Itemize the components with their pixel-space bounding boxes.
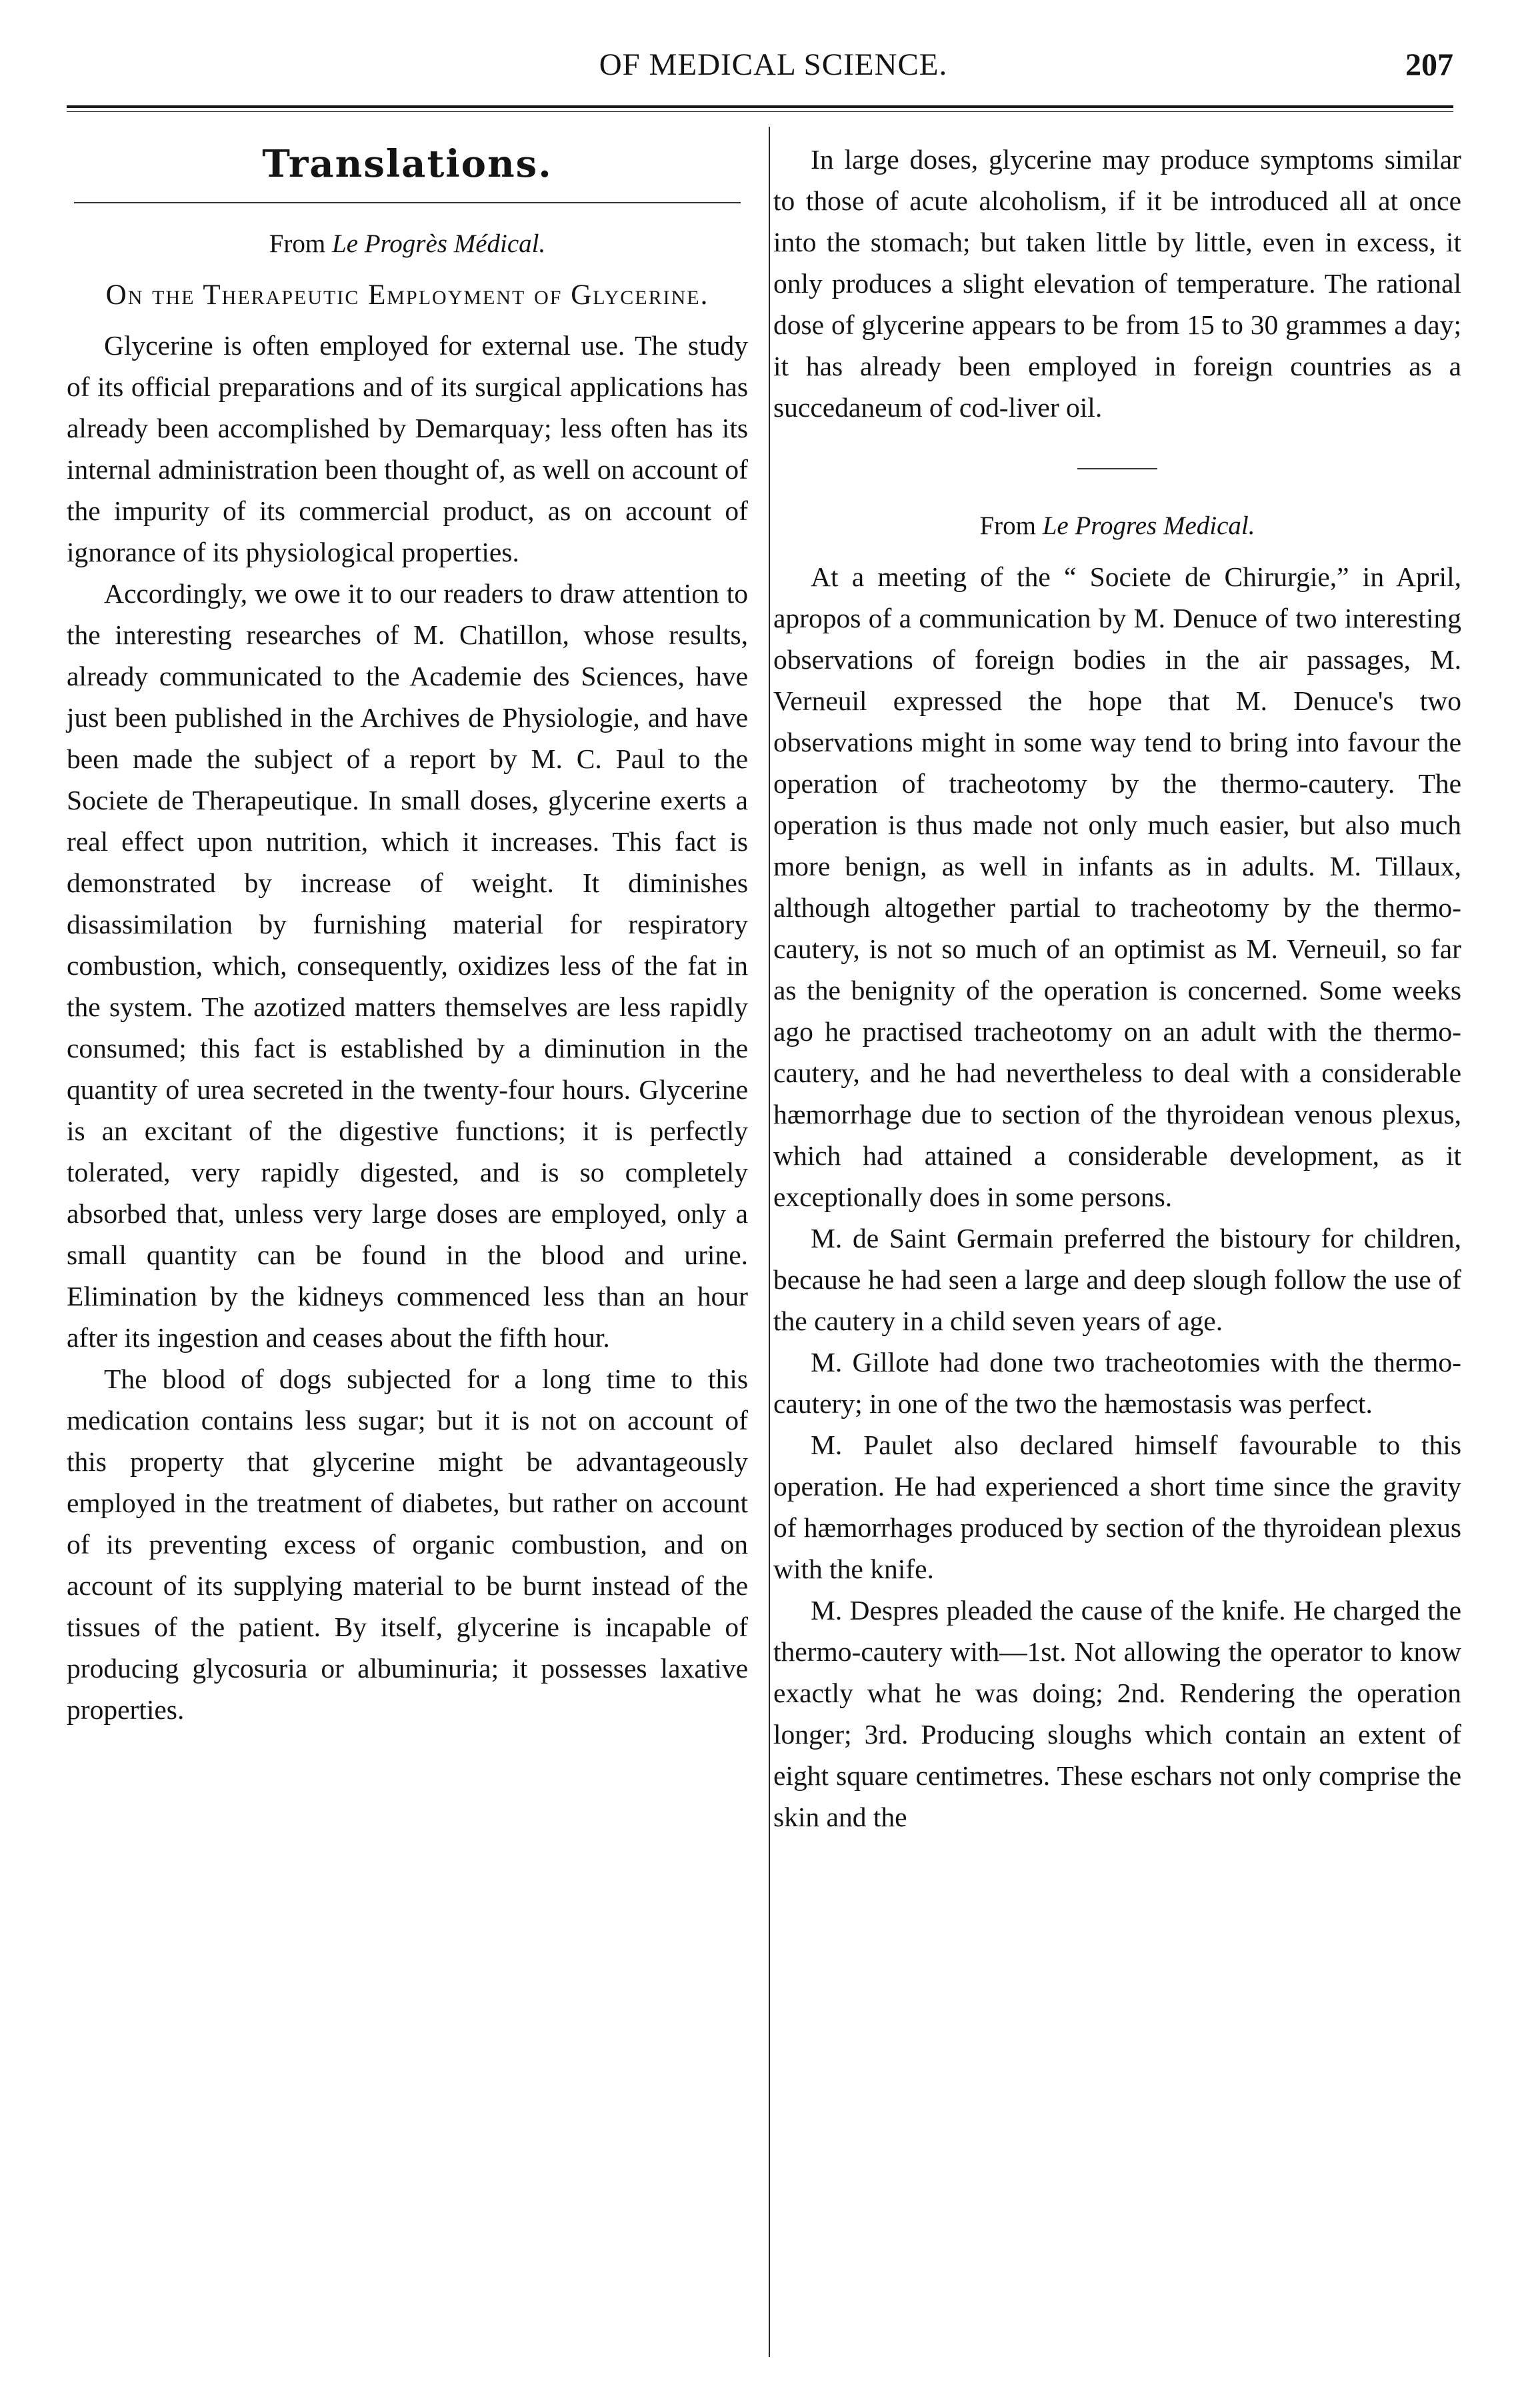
page-number: 207 [1405, 47, 1453, 83]
header-double-rule [67, 105, 1453, 112]
source-prefix: From [979, 511, 1043, 540]
column-divider [769, 127, 770, 2357]
paragraph: M. Gillote had done two tracheotomies with the thermo-cautery; in one of the two the hæmostasis was perfect. [773, 1347, 1461, 1419]
article-source [67, 223, 748, 265]
left-column [67, 137, 748, 1730]
paragraph: Glycerine is often employed for external use. The study of its official preparations and of its surgical applications has already been accomplished by Demarquay; less often has its internal administration been thought of, as well on account of the impurity of its commercial product, as on account of ignorance of its physiological properties. [67, 330, 748, 567]
paragraph: M. Despres pleaded the cause of the knife. He charged the thermo-cautery with—1st. Not allowing the operator to know exactly what he was doing; 2nd. Rendering the operation longer; 3rd. Producing sloughs which contain an extent of eight square centimetres. These eschars not only comprise the skin and the [773, 1595, 1461, 1832]
paragraph: M. Paulet also declared himself favourable to this operation. He had experienced a short time since the gravity of hæmorrhages produced by section of the thyroidean plexus with the knife. [773, 1430, 1461, 1584]
running-head [67, 47, 1480, 93]
source-journal: Le Progres Medical. [1042, 511, 1255, 540]
section-title-rule [74, 202, 741, 203]
article-title: On the Therapeutic Employment of Glycerine. [105, 279, 709, 311]
right-column [773, 139, 1461, 1838]
running-title: OF MEDICAL SCIENCE. [599, 47, 948, 82]
source-prefix: From [269, 229, 332, 258]
paragraph: Accordingly, we owe it to our readers to draw attention to the interesting researches of M. Chatillon, whose results, already communicated to the Academie des Sciences, have just been published in the Archives de Physiologie, and have been made the subject of a report by M. C. Paul to the Societe de Therapeutique. In small doses, glycerine exerts a real effect upon nutrition, which it increases. This fact is demonstrated by increase of weight. It diminishes disassimilation by furnishing material for respiratory combustion, which, consequently, oxidizes less of the fat in the system. The azotized matters themselves are less rapidly consumed; this fact is established by a diminution in the quantity of urea secreted in the twenty-four hours. Glycerine is an excitant of the digestive functions; it is perfectly tolerated, very rapidly digested, and is so completely absorbed that, unless very large doses are employed, only a small quantity can be found in the blood and urine. Elimination by the kidneys commenced less than an hour after its ingestion and ceases about the fifth hour. [67, 578, 748, 1353]
article-source [773, 505, 1461, 547]
article-separator [1077, 468, 1157, 469]
paragraph: M. de Saint Germain preferred the bistoury for children, because he had seen a large and deep slough follow the use of the cautery in a child seven years of age. [773, 1223, 1461, 1336]
paragraph: The blood of dogs subjected for a long time to this medication contains less sugar; but it is not on account of this property that glycerine might be advantageously employed in the treatment of diabetes, but rather on account of its preventing excess of organic combustion, and on account of its supplying material to be burnt instead of the tissues of the patient. By itself, glycerine is incapable of producing glycosuria or albuminuria; it possesses laxative properties. [67, 1364, 748, 1725]
paragraph-continued: In large doses, glycerine may produce symptoms similar to those of acute alcoholism, if it be introduced all at once into the stomach; but taken little by little, even in excess, it only produces a slight elevation of temperature. The rational dose of glycerine appears to be from 15 to 30 grammes a day; it has already been employed in foreign countries as a succedaneum of cod-liver oil. [773, 144, 1461, 423]
section-title: Translations. [262, 142, 553, 186]
source-journal: Le Progrès Médical. [332, 229, 546, 258]
paragraph: At a meeting of the “ Societe de Chirurgie,” in April, apropos of a communication by M. Denuce of two interesting observations of foreign bodies in the air passages, M. Verneuil expressed the hope that M. Denuce's two observations might in some way tend to bring into favour the operation of tracheotomy by the thermo-cautery. The operation is thus made not only much easier, but also much more benign, as well in infants as in adults. M. Tillaux, although altogether partial to tracheotomy by the thermo-cautery, is not so much of an optimist as M. Verneuil, so far as the benignity of the operation is concerned. Some weeks ago he practised tracheotomy on an adult with the thermo-cautery, and he had nevertheless to deal with a considerable hæmorrhage due to section of the thyroidean venous plexus, which had attained a considerable development, as it exceptionally does in some persons. [773, 561, 1461, 1212]
